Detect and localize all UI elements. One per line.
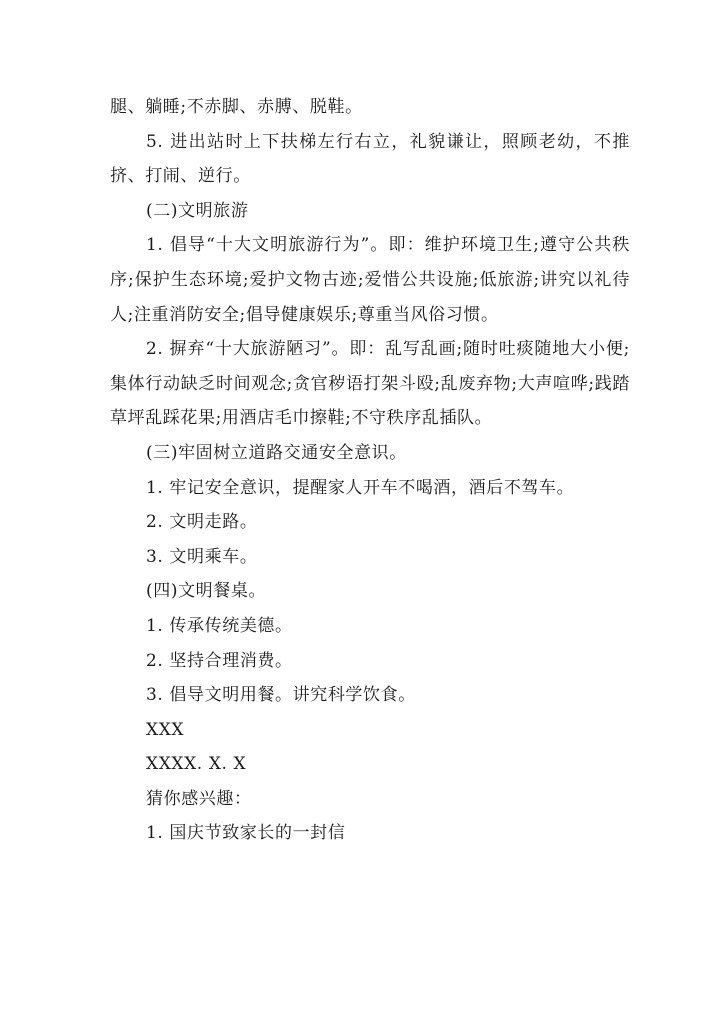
paragraph-ten-travel-behaviors: 1. 倡导“十大文明旅游行为”。即：维护环境卫生;遵守公共秩序;保护生态环境;爱护文物古迹;爱惜公共设施;低旅游;讲究以礼待人;注重消防安全;倡导健康娱乐;尊重当风俗习惯。	[110, 235, 630, 325]
list-item-civilized-walking: 2. 文明走路。	[146, 512, 258, 533]
section-heading-civilized-travel: (二)文明旅游	[146, 200, 249, 221]
section-heading-civilized-dining: (四)文明餐桌。	[146, 581, 267, 602]
signature-date: XXXX. X. X	[146, 754, 247, 775]
section-heading-traffic-safety: (三)牢固树立道路交通安全意识。	[146, 442, 407, 463]
paragraph-escalator-rule: 5. 进出站时上下扶梯左行右立，礼貌谦让，照顾老幼，不推挤、打闹、逆行。	[110, 131, 630, 187]
related-link-item[interactable]: 1. 国庆节致家长的一封信	[146, 823, 346, 844]
list-item-reasonable-consumption: 2. 坚持合理消费。	[146, 650, 293, 671]
paragraph-ten-travel-bad-habits: 2. 摒弃“十大旅游陋习”。即：乱写乱画;随时吐痰随地大小便;集体行动缺乏时间观念;贪官秽语打架斗殴;乱废弃物;大声喧哗;践踏草坪乱踩花果;用酒店毛巾擦鞋;不守秩序乱插队。	[110, 339, 630, 429]
list-item-traditional-virtue: 1. 传承传统美德。	[146, 615, 293, 636]
list-item-safety-awareness: 1. 牢记安全意识，提醒家人开车不喝酒，酒后不驾车。	[146, 477, 575, 498]
list-item-civilized-meals: 3. 倡导文明用餐。讲究科学饮食。	[146, 685, 416, 706]
signature-name: XXX	[146, 719, 185, 740]
paragraph-intro-tail: 腿、躺睡;不赤脚、赤膊、脱鞋。	[110, 97, 363, 117]
document-body	[110, 90, 630, 851]
related-heading: 猜你感兴趣：	[146, 788, 252, 809]
list-item-civilized-riding: 3. 文明乘车。	[146, 546, 258, 567]
